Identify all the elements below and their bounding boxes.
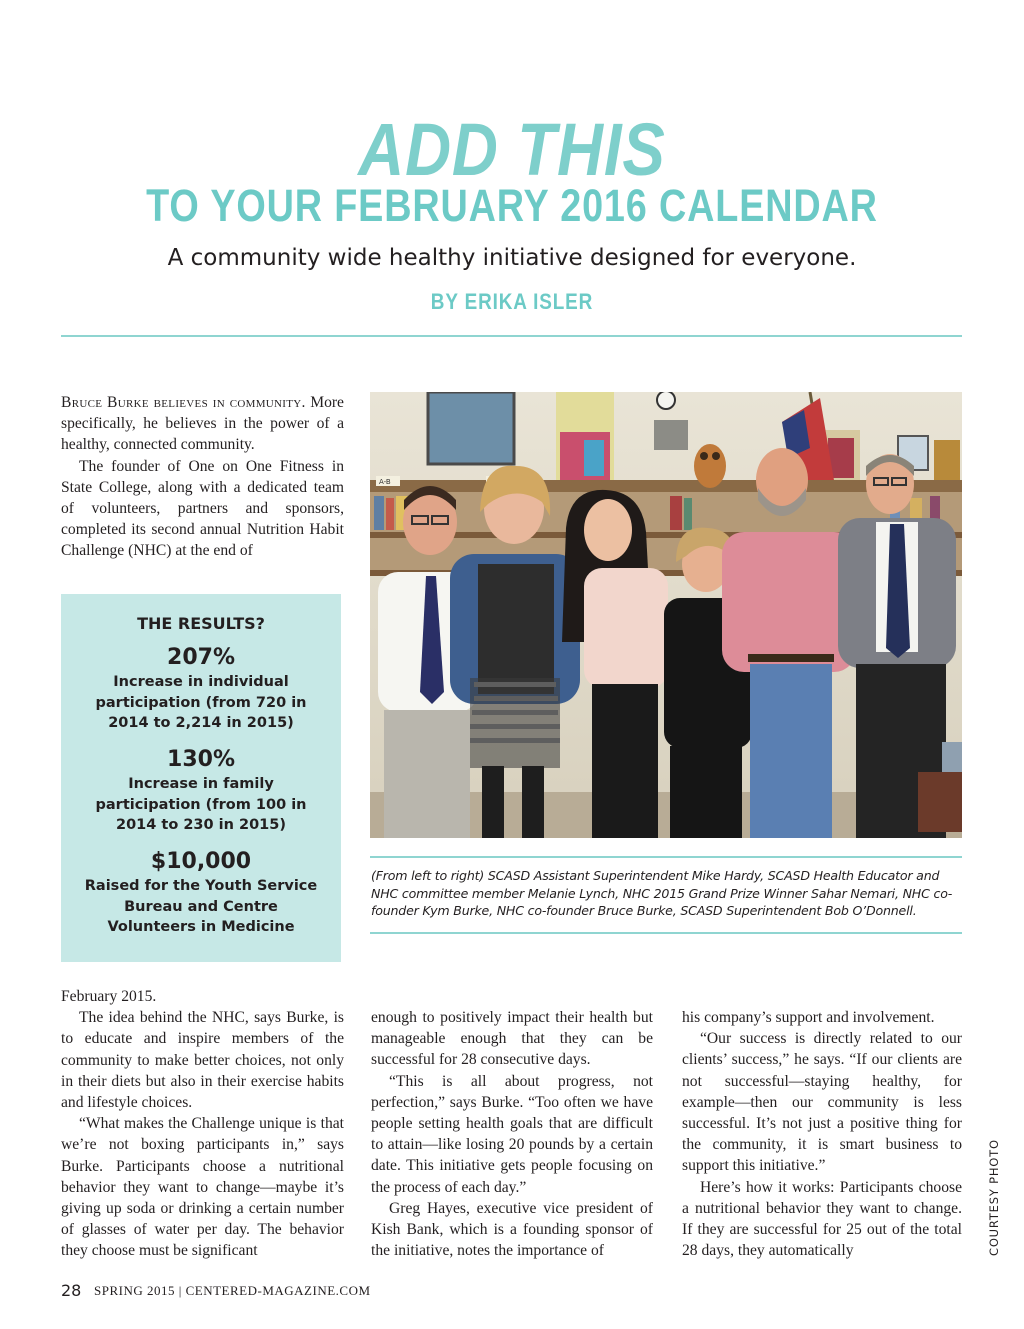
article-subtitle: A community wide healthy initiative designed for everyone. — [167, 245, 857, 271]
stat-raised — [81, 848, 321, 938]
paragraph: “Our success is directly related to our clients’ success,” he says. “If our clients are not successful—staying healthy, for example—then our community is less successful. It’s not just a positive thing for the community, it is smart business to support this initiative.” — [682, 1030, 962, 1175]
intro-paragraph-2: The founder of One on One Fitness in State College, along with a dedicated team of volunteers, partners and sponsors, completed its second annual Nutrition Habit Challenge (NHC) at the end of — [61, 457, 344, 560]
stat-value: 130% — [167, 747, 235, 772]
headline-add-this: ADD THIS — [358, 108, 666, 191]
stat-description: Raised for the Youth Service Bureau and Centre Volunteers in Medicine — [84, 878, 318, 935]
group-photo — [370, 392, 962, 838]
footer-issue-site — [94, 1283, 371, 1299]
caption-rule-top — [370, 856, 962, 858]
paragraph: Here’s how it works: Participants choose a nutritional behavior they want to change. If they are successful for 25 out of the total 28 days, they automatically — [682, 1178, 962, 1260]
shelf-label-ab: A-B — [379, 478, 391, 486]
headline-calendar: TO YOUR FEBRUARY 2016 CALENDAR — [146, 180, 878, 231]
intro-text — [61, 392, 344, 562]
paragraph: “What makes the Challenge unique is that we’re not boxing participants in,” says Burke. Participants choose a nutritional behavior they want to change—maybe it’s giving up soda or drinking a certain number of glasses of water per day. The behavior they choose must be significant — [61, 1115, 344, 1260]
stat-individual — [81, 644, 321, 734]
photo-caption: (From left to right) SCASD Assistant Superintendent Mike Hardy, SCASD Health Educator and NHC committee member Melanie Lynch, NHC 2015 Grand Prize Winner Sahar Nemari, NHC co-founder Kym Burke, NHC co-founder Bruce Burke, SCASD Superintendent Bob O’Donnell. — [371, 868, 953, 918]
stat-family — [81, 746, 321, 836]
footer-site: CENTERED-MAGAZINE.COM — [185, 1283, 371, 1298]
body-column-2 — [371, 1007, 653, 1261]
stat-value: 207% — [167, 645, 235, 670]
body-column-3 — [682, 1007, 962, 1261]
paragraph: Greg Hayes, executive vice president of Kish Bank, which is a founding sponsor of the initiative, notes the importance of — [371, 1199, 653, 1260]
body-column-1 — [61, 986, 344, 1262]
paragraph: February 2015. — [61, 988, 157, 1005]
paragraph: enough to positively impact their health but manageable enough that they can be successful for 28 consecutive days. — [371, 1009, 653, 1069]
results-box — [61, 594, 341, 962]
stat-value: $10,000 — [150, 849, 252, 874]
stat-description: Increase in family participation (from 100 in 2014 to 230 in 2015) — [95, 776, 307, 833]
stat-description: Increase in individual participation (from 720 in 2014 to 2,214 in 2015) — [95, 674, 307, 731]
byline: BY ERIKA ISLER — [430, 289, 594, 314]
paragraph: “This is all about progress, not perfection,” says Burke. “Too often we have people setting health goals that are difficult to attain—like losing 20 pounds by a certain date. This initiative gets people focusing on the process of each day.” — [371, 1072, 653, 1196]
caption-rule-bottom — [370, 932, 962, 934]
intro-paragraph-1-text: More specifically, he believes in the power of a healthy, connected community. — [61, 394, 344, 454]
footer-separator: | — [178, 1283, 182, 1298]
paragraph: The idea behind the NHC, says Burke, is to educate and inspire members of the community to make better choices, not only in their diets but also in their exercise habits and lifestyle choices. — [61, 1009, 344, 1112]
page-number: 28 — [61, 1281, 82, 1300]
intro-paragraph-1 — [61, 392, 344, 456]
lead-in: Bruce Burke believes in community. — [61, 394, 306, 411]
paragraph: his company’s support and involvement. — [682, 1009, 935, 1026]
header-divider — [61, 335, 962, 337]
footer-issue: SPRING 2015 — [94, 1283, 175, 1298]
photo-credit: COURTESY PHOTO — [987, 1139, 1001, 1256]
results-title: THE RESULTS? — [137, 614, 265, 633]
